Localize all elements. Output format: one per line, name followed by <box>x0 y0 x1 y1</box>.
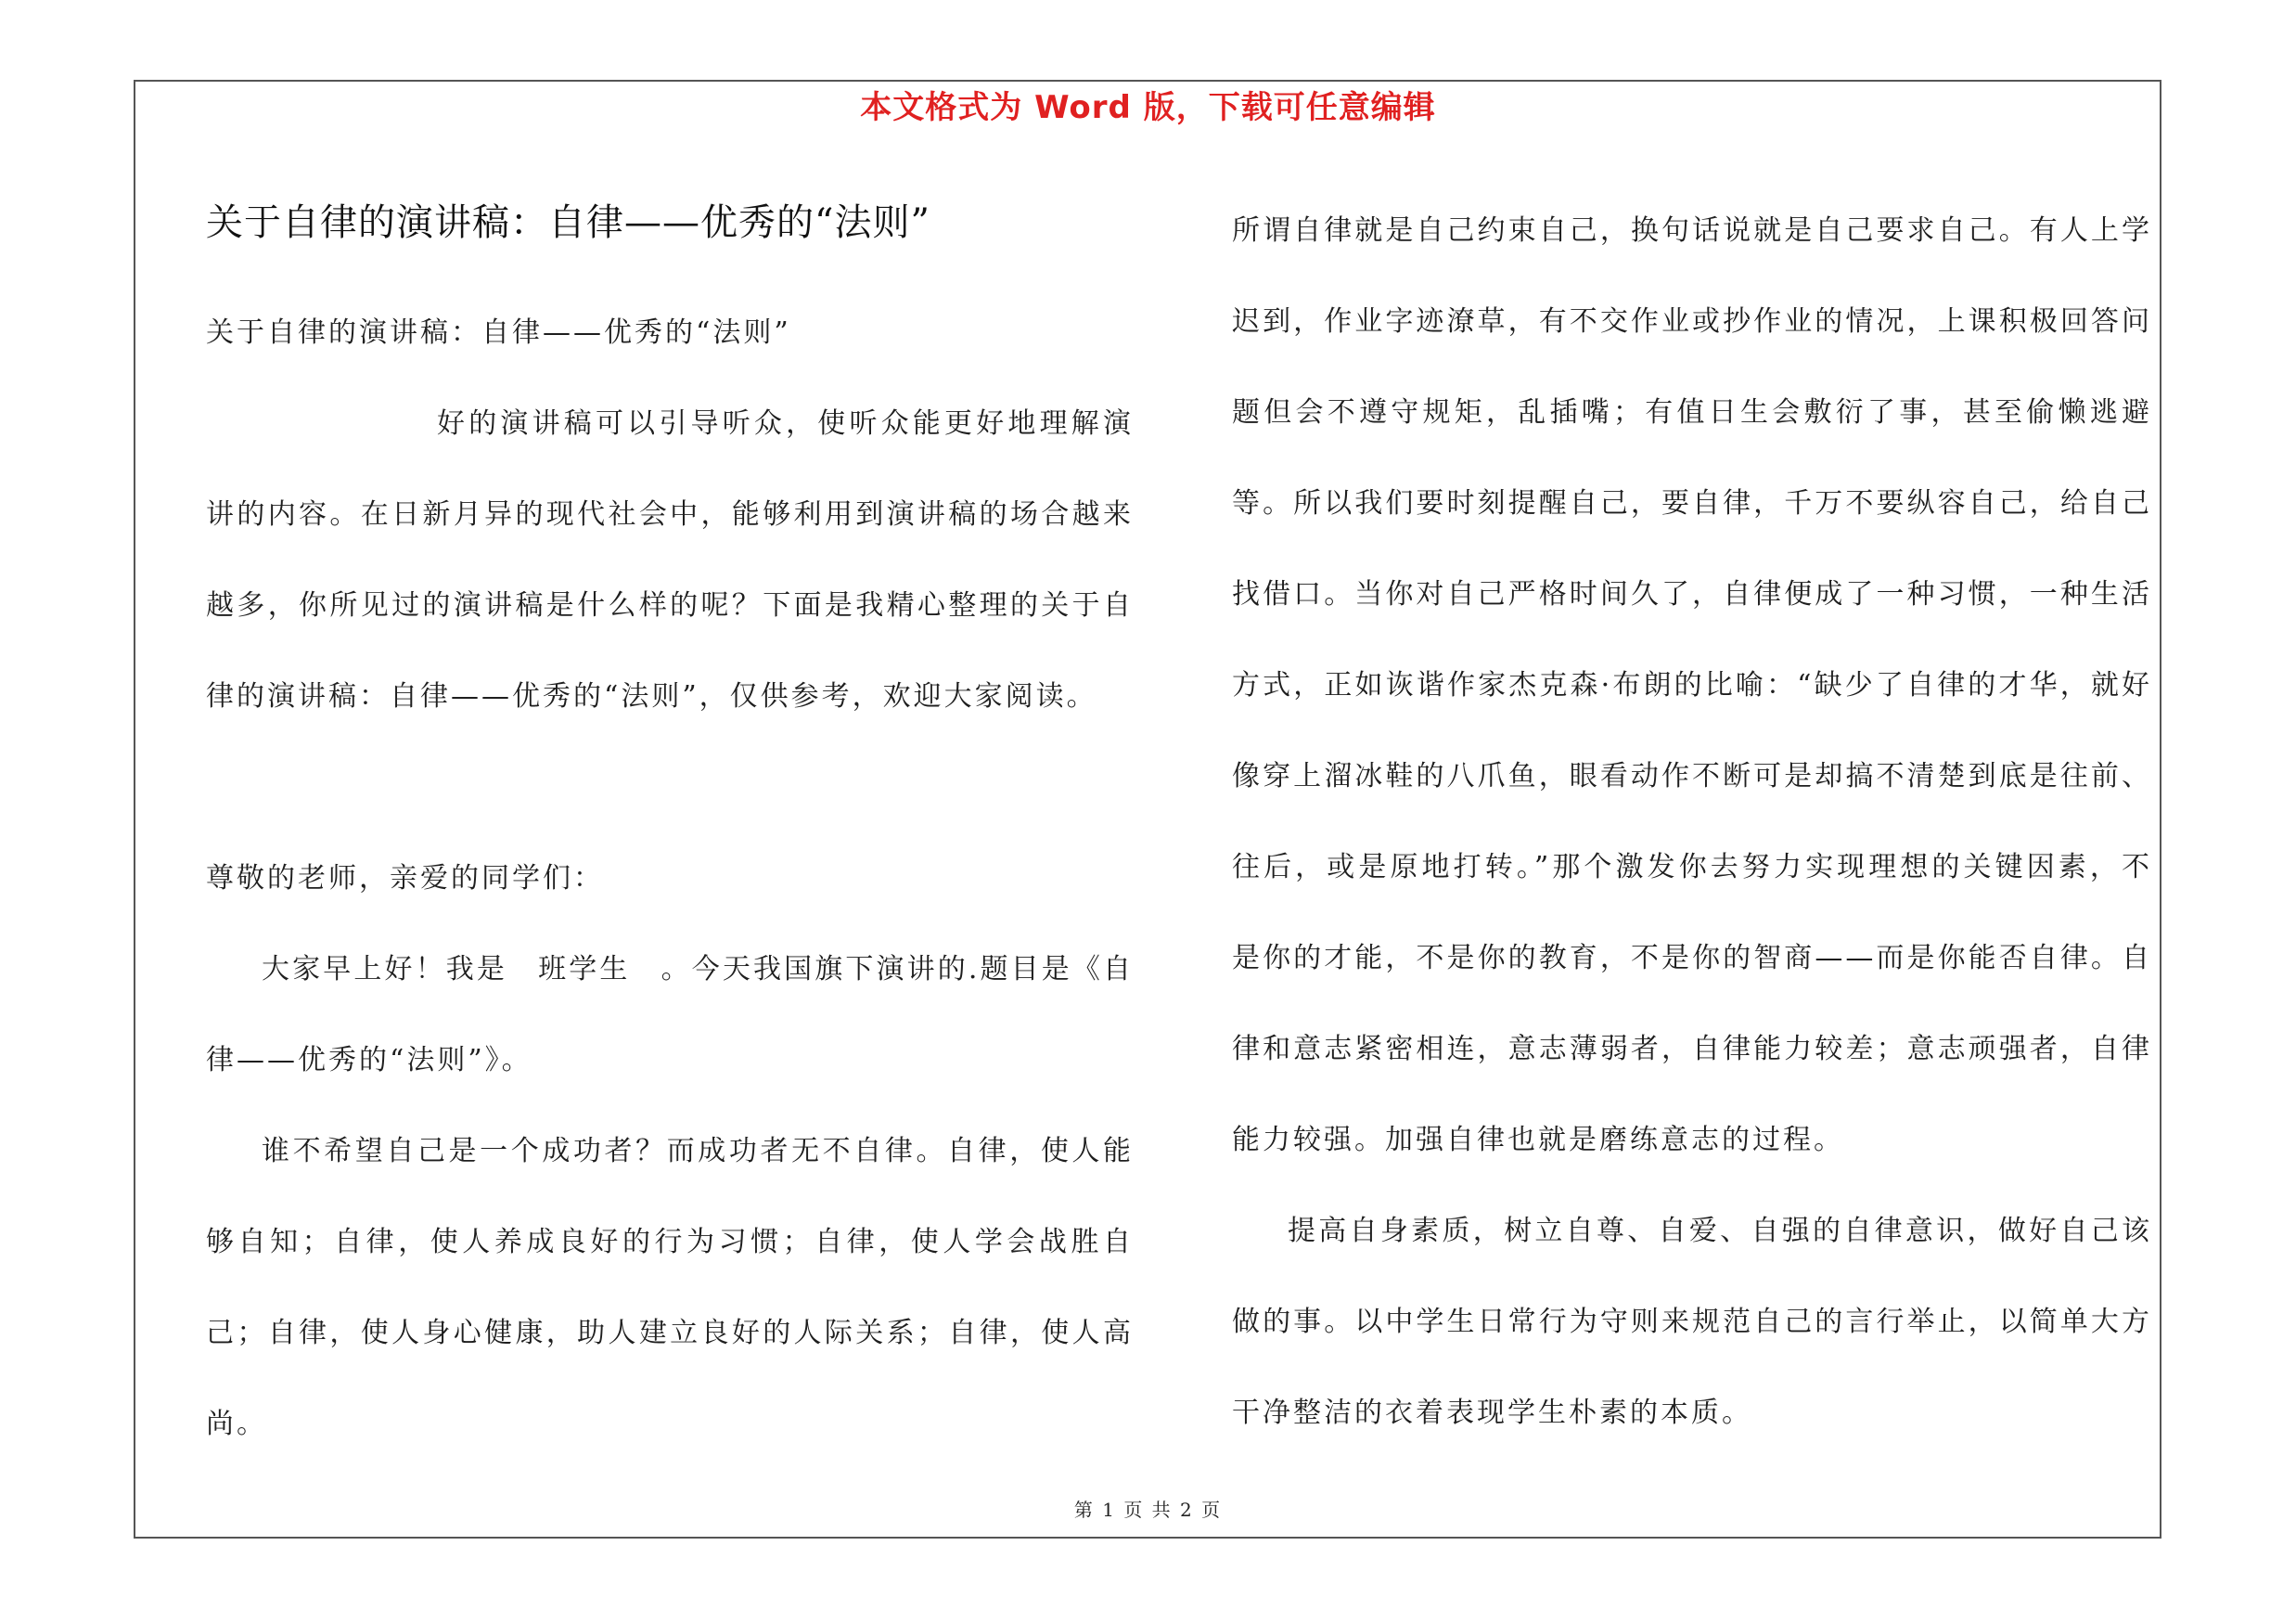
body-paragraph-2: 所谓自律就是自己约束自己，换句话说就是自己要求自己。有人上学迟到，作业字迹潦草，有不交作业或抄作业的情况，上课积极回答问题但会不遵守规矩，乱插嘴；有值日生会敷衍了事，甚至偷懒逃避等。所以我们要时刻提醒自己，要自律，千万不要纵容自己，给自己找借口。当你对自己严格时间久了，自律便成了一种习惯，一种生活方式，正如诙谐作家杰克森·布朗的比喻：“缺少了自律的才华，就好像穿上溜冰鞋的八爪鱼，眼看动作不断可是却搞不清楚到底是往前、往后，或是原地打转。”那个激发你去努力实现理想的关键因素，不是你的才能，不是你的教育，不是你的智商——而是你能否自律。自律和意志紧密相连，意志薄弱者，自律能力较差；意志顽强者，自律能力较强。加强自律也就是磨练意志的过程。 <box>1232 214 2152 1156</box>
left-column <box>206 195 1134 1470</box>
subtitle-paragraph: 关于自律的演讲稿：自律——优秀的“法则” <box>206 316 791 349</box>
right-column <box>1232 186 2152 1459</box>
salutation-paragraph: 尊敬的老师，亲爱的同学们： <box>206 862 604 895</box>
page-number: 第 1 页 共 2 页 <box>1073 1499 1223 1521</box>
body-paragraph-3: 提高自身素质，树立自尊、自爱、自强的自律意识，做好自己该做的事。以中学生日常行为守则来规范自己的言行举止，以简单大方干净整洁的衣着表现学生朴素的本质。 <box>1232 1215 2152 1429</box>
document-title: 关于自律的演讲稿：自律——优秀的“法则” <box>206 201 930 244</box>
header-notice: 本文格式为 Word 版，下载可任意编辑 <box>860 89 1436 126</box>
greeting-paragraph: 大家早上好！我是 班学生 。今天我国旗下演讲的.题目是《自律——优秀的“法则”》。 <box>206 953 1134 1076</box>
body-paragraph-1: 谁不希望自己是一个成功者？而成功者无不自律。自律，使人能够自知；自律，使人养成良好的行为习惯；自律，使人学会战胜自己；自律，使人身心健康，助人建立良好的人际关系；自律，使人高尚。 <box>206 1135 1134 1440</box>
paragraph-gap <box>206 742 1134 833</box>
intro-paragraph: 好的演讲稿可以引导听众，使听众能更好地理解演讲的内容。在日新月异的现代社会中，能够利用到演讲稿的场合越来越多，你所见过的演讲稿是什么样的呢？下面是我精心整理的关于自律的演讲稿：自律——优秀的“法则”，仅供参考，欢迎大家阅读。 <box>206 407 1134 713</box>
